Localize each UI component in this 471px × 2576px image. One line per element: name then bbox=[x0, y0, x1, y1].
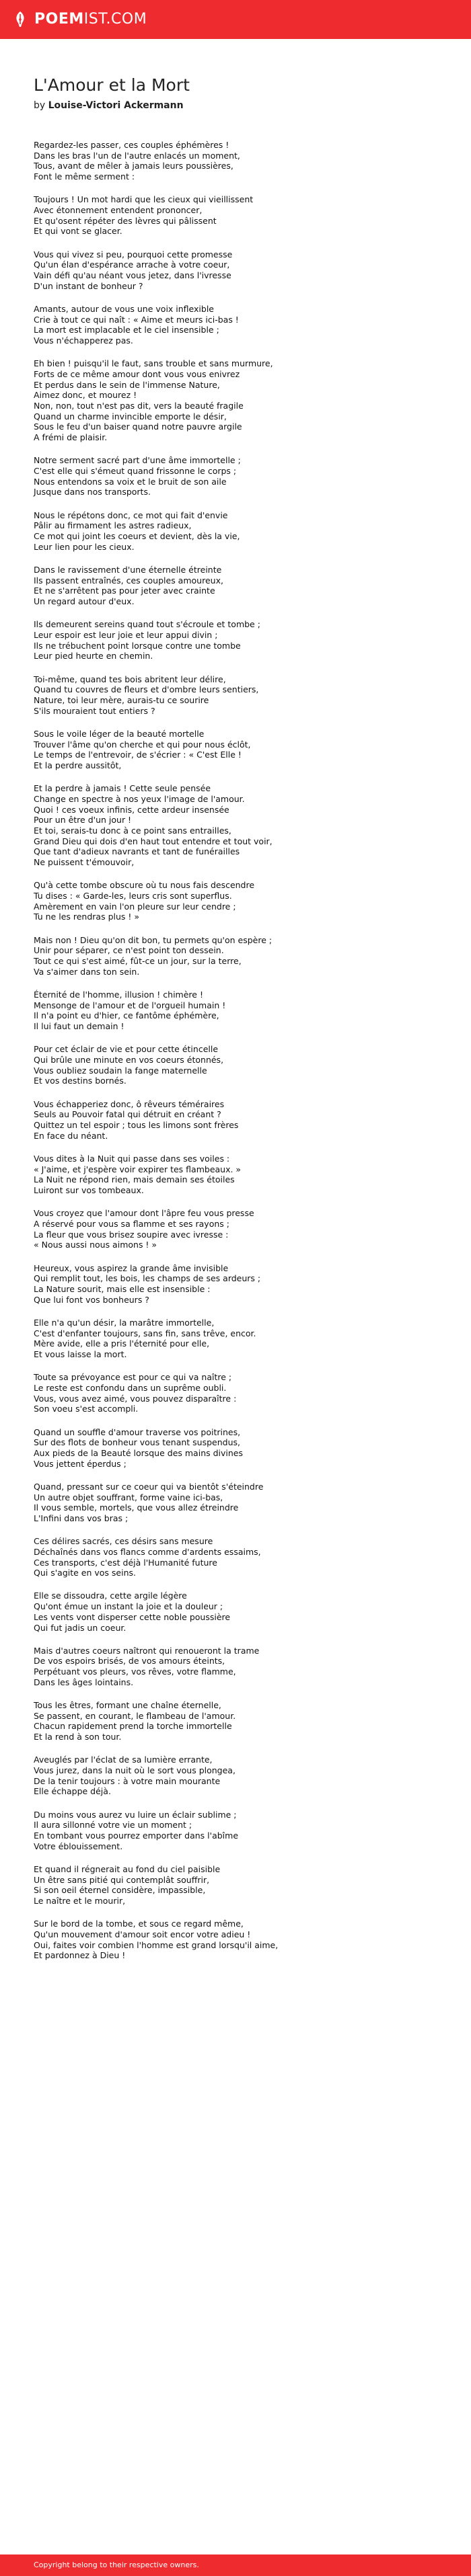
poem-line: Nature, toi leur mère, aurais-tu ce sourire bbox=[34, 695, 209, 706]
poem-line: Vous qui vivez si peu, pourquoi cette promesse bbox=[34, 249, 233, 259]
poem-line: « Nous aussi nous aimons ! » bbox=[34, 1240, 157, 1250]
poem-line: Que tant d'adieux navrants et tant de funérailles bbox=[34, 846, 240, 857]
poem-line: Les vents vont disperser cette noble poussière bbox=[34, 1611, 231, 1622]
poem-line: Tu dises : « Garde-les, leurs cris sont superflus. bbox=[34, 891, 232, 901]
poem-line: Sous le feu d'un baiser quand notre pauvre argile bbox=[34, 421, 242, 432]
stanza bbox=[34, 990, 437, 1032]
poem-line: Quand un souffle d'amour traverse vos poitrines, bbox=[34, 1426, 241, 1437]
poem-line: Perpétuant vos pleurs, vos rêves, votre flamme, bbox=[34, 1666, 236, 1677]
poem-line: Jusque dans nos transports. bbox=[34, 487, 151, 497]
logo-light-text: IST.COM bbox=[83, 11, 147, 28]
poem-line: Déchaînés dans vos flancs comme d'ardents essaims, bbox=[34, 1546, 261, 1557]
poem-line: Ces transports, c'est déjà l'Humanité future bbox=[34, 1557, 217, 1568]
stanza bbox=[34, 1700, 437, 1742]
poem-line: Aimez donc, et mourez ! bbox=[34, 390, 137, 401]
stanza bbox=[34, 783, 437, 868]
stanza bbox=[34, 1864, 437, 1906]
poem-line: Son voeu s'est accompli. bbox=[34, 1404, 139, 1414]
stanza bbox=[34, 1099, 437, 1141]
poem-line: Regardez-les passer, ces couples éphémères ! bbox=[34, 140, 229, 150]
poem-line: Que lui font vos bonheurs ? bbox=[34, 1294, 149, 1305]
poem-line: Dans les bras l'un de l'autre enlacés un moment, bbox=[34, 150, 240, 161]
poem-line: Et pardonnez à Dieu ! bbox=[34, 1950, 126, 1961]
poem-line: Ne puissent t'émouvoir, bbox=[34, 857, 135, 868]
poem-line: Va s'aimer dans ton sein. bbox=[34, 966, 140, 977]
poem-line: Un autre objet souffrant, forme vaine ici-bas, bbox=[34, 1492, 223, 1502]
copyright-notice: Copyright belong to their respective owners. bbox=[34, 2561, 199, 2569]
poem-line: Sous le voile léger de la beauté mortelle bbox=[34, 728, 205, 739]
poem-line: Et vos destins bornés. bbox=[34, 1076, 126, 1086]
stanza bbox=[34, 1427, 437, 1470]
poem-line: Vous jettent éperdus ; bbox=[34, 1458, 126, 1469]
poem-line: Vous dites à la Nuit qui passe dans ses voiles : bbox=[34, 1153, 230, 1164]
poem-line: Dans les âges lointains. bbox=[34, 1677, 134, 1687]
stanza bbox=[34, 729, 437, 771]
poem-line: Quand un charme invincible emporte le désir, bbox=[34, 411, 227, 421]
poem-line: Et qu'osent répéter des lèvres qui pâlissent bbox=[34, 215, 217, 226]
poem-line: Vous n'échapperez pas. bbox=[34, 335, 133, 346]
poem-line: Se passent, en courant, le flambeau de l'amour. bbox=[34, 1710, 236, 1721]
site-logo[interactable] bbox=[12, 9, 147, 30]
stanza bbox=[34, 880, 437, 922]
poem-line: Mensonge de l'amour et de l'orgueil humain ! bbox=[34, 1000, 226, 1010]
poem-line: Le naître et le mourir, bbox=[34, 1896, 126, 1906]
poem-line: Aux pieds de la Beauté lorsque des mains divines bbox=[34, 1447, 244, 1458]
poem-line: Pour un être d'un jour ! bbox=[34, 815, 132, 826]
poem-line: Un regard autour d'eux. bbox=[34, 596, 135, 607]
poem-line: Chacun rapidement prend la torche immortelle bbox=[34, 1721, 232, 1732]
poem-line: Seuls au Pouvoir fatal qui détruit en créant ? bbox=[34, 1109, 221, 1120]
poem-line: Pâlir au firmament les astres radieux, bbox=[34, 520, 192, 531]
poem-line: Nous le répétons donc, ce mot qui fait d'envie bbox=[34, 510, 228, 520]
poem-line: Vain défi qu'au néant vous jetez, dans l'ivresse bbox=[34, 270, 231, 281]
poem-line: Qui s'agite en vos seins. bbox=[34, 1568, 136, 1578]
poem-line: A frémi de plaisir. bbox=[34, 432, 108, 443]
poem-line: Votre éblouissement. bbox=[34, 1841, 123, 1851]
poem-line: Tout ce qui s'est aimé, fût-ce un jour, sur la terre, bbox=[34, 956, 242, 967]
poem-line: Et la perdre aussitôt, bbox=[34, 760, 122, 771]
stanza bbox=[34, 1154, 437, 1196]
stanza bbox=[34, 1372, 437, 1414]
poem-line: De la tenir toujours : à votre main mourante bbox=[34, 1775, 221, 1786]
poem-line: Sur des flots de bonheur vous tenant suspendus, bbox=[34, 1437, 241, 1448]
poem-container bbox=[34, 75, 437, 1974]
poem-line: C'est elle qui s'émeut quand frissonne le corps ; bbox=[34, 466, 237, 477]
poem-line: Pour cet éclair de vie et pour cette étincelle bbox=[34, 1044, 219, 1055]
poem-line: Vous oubliez soudain la fange maternelle bbox=[34, 1065, 207, 1076]
poem-line: Il vous semble, mortels, que vous allez étreindre bbox=[34, 1502, 239, 1513]
stanza bbox=[34, 1482, 437, 1524]
poem-line: « J'aime, et j'espère voir expirer tes flambeaux. » bbox=[34, 1164, 242, 1174]
stanza bbox=[34, 510, 437, 553]
stanza bbox=[34, 619, 437, 661]
site-logo-text bbox=[34, 9, 147, 30]
poem-line: Elle se dissoudra, cette argile légère bbox=[34, 1591, 187, 1601]
poem-line: Et la rend à son tour. bbox=[34, 1732, 122, 1742]
poem-line: Qu'un élan d'espérance arrache à votre coeur, bbox=[34, 259, 230, 270]
poem-line: Quoi ! ces voeux infinis, cette ardeur insensée bbox=[34, 804, 229, 815]
poem-line: Ils passent entraînés, ces couples amoureux, bbox=[34, 575, 223, 586]
poem-line: Qu'à cette tombe obscure où tu nous fais descendre bbox=[34, 880, 255, 891]
poem-line: Toi-même, quand tes bois abritent leur délire, bbox=[34, 674, 226, 684]
poem-line: Tu ne les rendras plus ! » bbox=[34, 912, 140, 922]
poem-line: Ils demeurent sereins quand tout s'écroule et tombe ; bbox=[34, 619, 260, 630]
poem-line: Dans le ravissement d'une éternelle étreinte bbox=[34, 565, 222, 575]
poem-line: Unir pour séparer, ce n'est point ton dessein. bbox=[34, 945, 224, 956]
poem-line: En tombant vous pourrez emporter dans l'abîme bbox=[34, 1830, 239, 1841]
stanza bbox=[34, 1263, 437, 1305]
poem-line: Quand, pressant sur ce coeur qui va bientôt s'éteindre bbox=[34, 1481, 264, 1492]
stanza bbox=[34, 1591, 437, 1633]
poem-line: Toujours ! Un mot hardi que les cieux qui vieillissent bbox=[34, 194, 254, 205]
site-header bbox=[0, 0, 471, 39]
poem-line: Amants, autour de vous une voix inflexible bbox=[34, 303, 214, 314]
poem-line: Et ne s'arrêtent pas pour jeter avec crainte bbox=[34, 586, 215, 596]
poem-line: La mort est implacable et le ciel insensible ; bbox=[34, 325, 219, 335]
stanza bbox=[34, 249, 437, 292]
poem-line: Quittez un tel espoir ; tous les limons sont frères bbox=[34, 1120, 239, 1131]
poem-line: Heureux, vous aspirez la grande âme invisible bbox=[34, 1262, 229, 1273]
poem-line: Luiront sur vos tombeaux. bbox=[34, 1185, 144, 1196]
stanza bbox=[34, 358, 437, 443]
poem-line: Quand tu couvres de fleurs et d'ombre leurs sentiers, bbox=[34, 684, 259, 695]
poem-line: Aveuglés par l'éclat de sa lumière errante, bbox=[34, 1755, 213, 1765]
poem-line: Leur pied heurte en chemin. bbox=[34, 651, 153, 661]
poem-line: Change en spectre à nos yeux l'image de l'amour. bbox=[34, 793, 245, 804]
poem-line: Il aura sillonné votre vie un moment ; bbox=[34, 1820, 192, 1830]
poem-line: C'est d'enfanter toujours, sans fin, sans trêve, encor. bbox=[34, 1328, 256, 1338]
poem-line: Font le même serment : bbox=[34, 171, 135, 182]
poem-line: Si son oeil éternel considère, impassible, bbox=[34, 1885, 206, 1896]
quill-pen-icon bbox=[12, 11, 28, 28]
site-footer bbox=[0, 2554, 471, 2576]
poem-line: Éternité de l'homme, illusion ! chimère ! bbox=[34, 990, 203, 1000]
poem-line: Elle n'a qu'un désir, la marâtre immortelle, bbox=[34, 1317, 215, 1328]
poem-line: Ces délires sacrés, ces désirs sans mesure bbox=[34, 1536, 213, 1547]
stanza bbox=[34, 1810, 437, 1852]
logo-bold-text: POEM bbox=[34, 11, 84, 28]
poem-line: En face du néant. bbox=[34, 1130, 108, 1141]
poem-line: Notre serment sacré part d'une âme immortelle ; bbox=[34, 455, 241, 466]
poem-line: Il lui faut un demain ! bbox=[34, 1021, 124, 1032]
stanza bbox=[34, 1646, 437, 1688]
stanza bbox=[34, 455, 437, 497]
byline bbox=[34, 99, 437, 112]
poem-line: Et la perdre à jamais ! Cette seule pensée bbox=[34, 783, 211, 794]
poem-line: D'un instant de bonheur ? bbox=[34, 280, 143, 291]
poem-line: Qu'un mouvement d'amour soit encor votre adieu ! bbox=[34, 1929, 251, 1940]
poem-line: Tous les êtres, formant une chaîne éternelle, bbox=[34, 1700, 221, 1711]
stanza bbox=[34, 674, 437, 717]
poem-line: Non, non, tout n'est pas dit, vers la beauté fragile bbox=[34, 401, 244, 411]
poem-line: Qui fut jadis un coeur. bbox=[34, 1622, 126, 1633]
stanza bbox=[34, 1208, 437, 1250]
poem-line: Ce mot qui joint les coeurs et devient, dès la vie, bbox=[34, 531, 240, 542]
poem-line: Et toi, serais-tu donc à ce point sans entrailles, bbox=[34, 826, 231, 836]
stanza bbox=[34, 1536, 437, 1578]
stanza bbox=[34, 304, 437, 346]
poem-line: Leur lien pour les cieux. bbox=[34, 541, 135, 552]
poem-line: Vous échapperiez donc, ô rêveurs téméraires bbox=[34, 1098, 225, 1109]
poem-line: La Nature sourit, mais elle est insensible : bbox=[34, 1283, 211, 1294]
poem-line: Qu'ont émue un instant la joie et la douleur ; bbox=[34, 1601, 223, 1612]
poem-line: A réservé pour vous sa flamme et ses rayons ; bbox=[34, 1218, 229, 1229]
poem-line: Il n'a point eu d'hier, ce fantôme éphémère, bbox=[34, 1010, 219, 1021]
poem-line: Qui brûle une minute en vos coeurs étonnés, bbox=[34, 1055, 224, 1065]
stanza bbox=[34, 140, 437, 182]
poem-line: Eh bien ! puisqu'il le faut, sans trouble et sans murmure, bbox=[34, 358, 273, 369]
stanza bbox=[34, 1044, 437, 1086]
stanza bbox=[34, 1755, 437, 1797]
poem-line: Vous jurez, dans la nuit où le sort vous plongea, bbox=[34, 1765, 236, 1776]
author-name[interactable]: Louise-Victori Ackermann bbox=[48, 100, 184, 111]
poem-line: Toute sa prévoyance est pour ce qui va naître ; bbox=[34, 1372, 232, 1383]
poem-line: Du moins vous aurez vu luire un éclair sublime ; bbox=[34, 1809, 237, 1820]
poem-line: Le temps de l'entrevoir, de s'écrier : « C'est Elle ! bbox=[34, 750, 242, 760]
poem-line: Le reste est confondu dans un suprême oubli. bbox=[34, 1382, 227, 1393]
poem-line: Leur espoir est leur joie et leur appui divin ; bbox=[34, 630, 218, 641]
poem-line: Et perdus dans le sein de l'immense Nature, bbox=[34, 379, 220, 390]
stanza bbox=[34, 1919, 437, 1961]
poem-line: Elle échappe déjà. bbox=[34, 1786, 111, 1797]
poem-line: Oui, faites voir combien l'homme est grand lorsqu'il aime, bbox=[34, 1939, 279, 1950]
poem-line: Ils ne trébuchent point lorsque contre une tombe bbox=[34, 640, 241, 651]
poem-line: Qui remplit tout, les bois, les champs de ses ardeurs ; bbox=[34, 1273, 261, 1284]
poem-line: Vous, vous avez aimé, vous pouvez disparaître : bbox=[34, 1393, 237, 1404]
poem-line: Sur le bord de la tombe, et sous ce regard même, bbox=[34, 1919, 244, 1929]
poem-line: Crie à tout ce qui naît : « Aime et meurs ici-bas ! bbox=[34, 314, 239, 325]
poem-line: Un être sans pitié qui contemplât souffrir, bbox=[34, 1874, 210, 1885]
poem-line: S'ils mouraient tout entiers ? bbox=[34, 705, 155, 716]
poem-line: De vos espoirs brisés, de vos amours éteints, bbox=[34, 1656, 225, 1666]
poem-line: Et quand il régnerait au fond du ciel paisible bbox=[34, 1864, 221, 1874]
poem-line: Et vous laisse la mort. bbox=[34, 1349, 127, 1359]
poem-line: Forts de ce même amour dont vous vous enivrez bbox=[34, 368, 240, 379]
poem-line: Trouver l'âme qu'on cherche et qui pour nous éclôt, bbox=[34, 739, 251, 750]
poem-line: Et qui vont se glacer. bbox=[34, 226, 122, 237]
poem-line: La Nuit ne répond rien, mais demain ses étoiles bbox=[34, 1174, 235, 1185]
stanza bbox=[34, 1318, 437, 1360]
poem-line: Amèrement en vain l'on pleure sur leur cendre ; bbox=[34, 901, 236, 912]
poem-line: Tous, avant de mêler à jamais leurs poussières, bbox=[34, 161, 233, 171]
poem-title: L'Amour et la Mort bbox=[34, 75, 190, 95]
poem-line: La fleur que vous brisez soupire avec ivresse : bbox=[34, 1229, 229, 1240]
by-label: by bbox=[34, 100, 48, 111]
poem-line: Grand Dieu qui dois d'en haut tout entendre et tout voir, bbox=[34, 836, 273, 846]
poem-line: Mère avide, elle a pris l'éternité pour elle, bbox=[34, 1338, 210, 1349]
poem-line: Mais d'autres coeurs naîtront qui renoueront la trame bbox=[34, 1645, 260, 1656]
poem-line: Avec étonnement entendent prononcer, bbox=[34, 205, 203, 216]
poem-line: Vous croyez que l'amour dont l'âpre feu vous presse bbox=[34, 1208, 254, 1219]
stanza bbox=[34, 565, 437, 607]
stanza bbox=[34, 935, 437, 977]
stanza bbox=[34, 194, 437, 237]
poem-line: Nous entendons sa voix et le bruit de son aile bbox=[34, 476, 227, 487]
poem-body bbox=[34, 140, 437, 1961]
poem-line: L'Infini dans vos bras ; bbox=[34, 1513, 129, 1523]
poem-line: Mais non ! Dieu qu'on dit bon, tu permets qu'on espère ; bbox=[34, 934, 273, 945]
